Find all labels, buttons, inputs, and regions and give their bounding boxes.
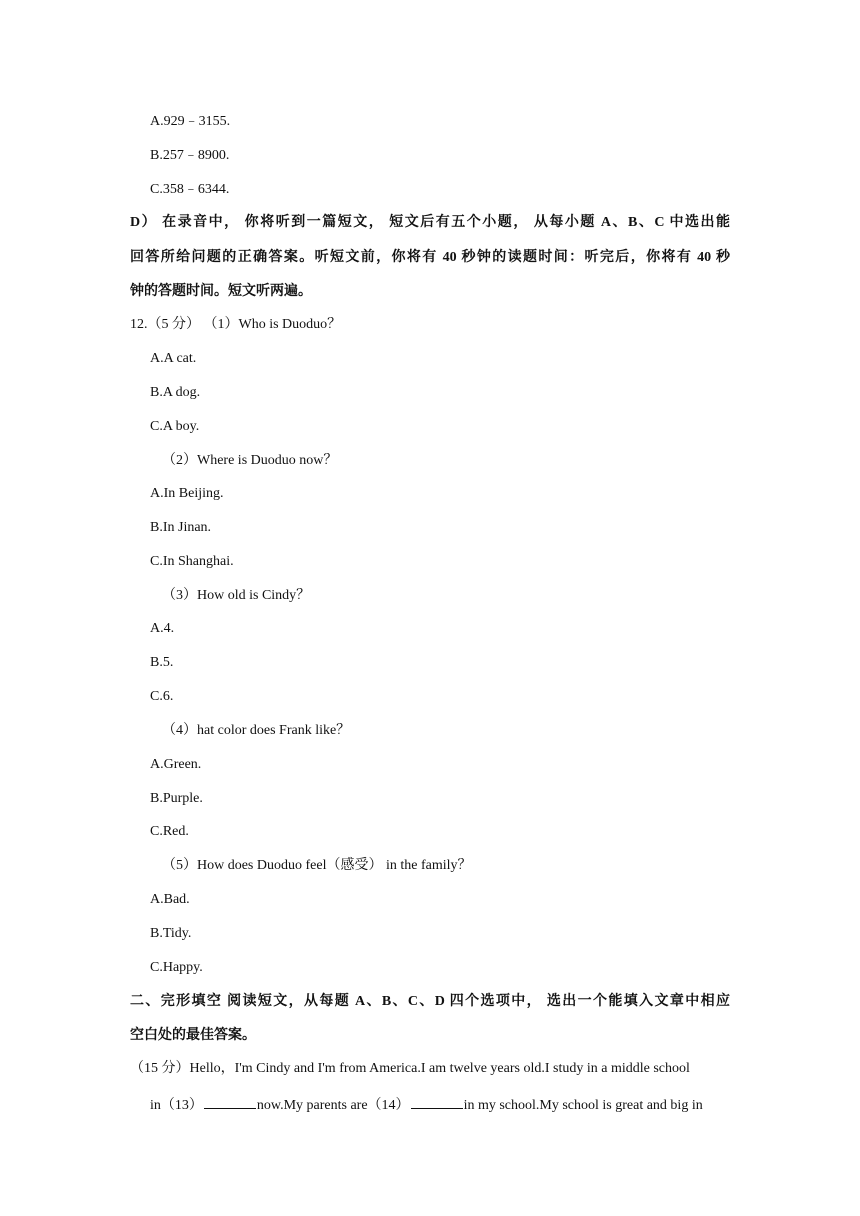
q12-4-question: （4）hat color does Frank like？: [162, 723, 351, 738]
passage-line-1: （15 分）Hello，I'm Cindy and I'm from America.I am twelve years old.I study in a middle school: [130, 1061, 690, 1076]
q12-5-option-c: C.Happy.: [150, 960, 203, 975]
q11-option-b: B.257﹣8900.: [150, 148, 230, 163]
q12-4-option-b: B.Purple.: [150, 791, 203, 806]
q11-option-c: C.358﹣6344.: [150, 182, 230, 197]
q12-4-option-a: A.Green.: [150, 757, 202, 772]
q12-3-option-c: C.6.: [150, 689, 174, 704]
q12-1-option-a: A.A cat.: [150, 351, 197, 366]
q12-4-option-c: C.Red.: [150, 824, 189, 839]
blank-13[interactable]: [204, 1094, 256, 1109]
q12-3-question: （3）How old is Cindy？: [162, 588, 311, 603]
q12-2-option-b: B.In Jinan.: [150, 520, 212, 535]
section-d-instruction-line-2: 回答所给问题的正确答案。听短文前，你将有 40 秒钟的读题时间：听完后，你将有 40 秒: [130, 250, 730, 265]
q11-option-a: A.929﹣3155.: [150, 114, 231, 129]
q12-3-option-b: B.5.: [150, 655, 174, 670]
passage-line-2-part-c: in my school.My school is great and big in: [463, 1098, 703, 1113]
q12-3-option-a: A.4.: [150, 621, 175, 636]
q12-5-question: （5）How does Duoduo feel（感受） in the family？: [162, 858, 472, 873]
q12-2-question: （2）Where is Duoduo now？: [162, 453, 338, 468]
section-2-instruction-line-1: 二、完形填空 阅读短文，从每题 A、B、C、D 四个选项中， 选出一个能填入文章中相应: [130, 994, 730, 1009]
section-2-instruction-line-2: 空白处的最佳答案。: [130, 1028, 256, 1043]
q12-2-option-a: A.In Beijing.: [150, 486, 224, 501]
passage-line-2: [150, 1094, 730, 1116]
q12-1-option-c: C.A boy.: [150, 419, 200, 434]
blank-14[interactable]: [411, 1094, 463, 1109]
section-d-instruction-line-3: 钟的答题时间。短文听两遍。: [130, 284, 312, 299]
q12-5-option-b: B.Tidy.: [150, 926, 192, 941]
q12-5-option-a: A.Bad.: [150, 892, 190, 907]
q12-1-option-b: B.A dog.: [150, 385, 201, 400]
passage-line-2-part-b: now.My parents are（14）: [256, 1098, 410, 1113]
q12-2-option-c: C.In Shanghai.: [150, 554, 234, 569]
q12-header: 12.（5 分） （1）Who is Duoduo？: [130, 317, 342, 332]
passage-line-2-part-a: in（13）: [150, 1098, 203, 1113]
section-d-instruction-line-1: D） 在录音中， 你将听到一篇短文， 短文后有五个小题， 从每小题 A、B、C 中选出能: [130, 215, 730, 230]
